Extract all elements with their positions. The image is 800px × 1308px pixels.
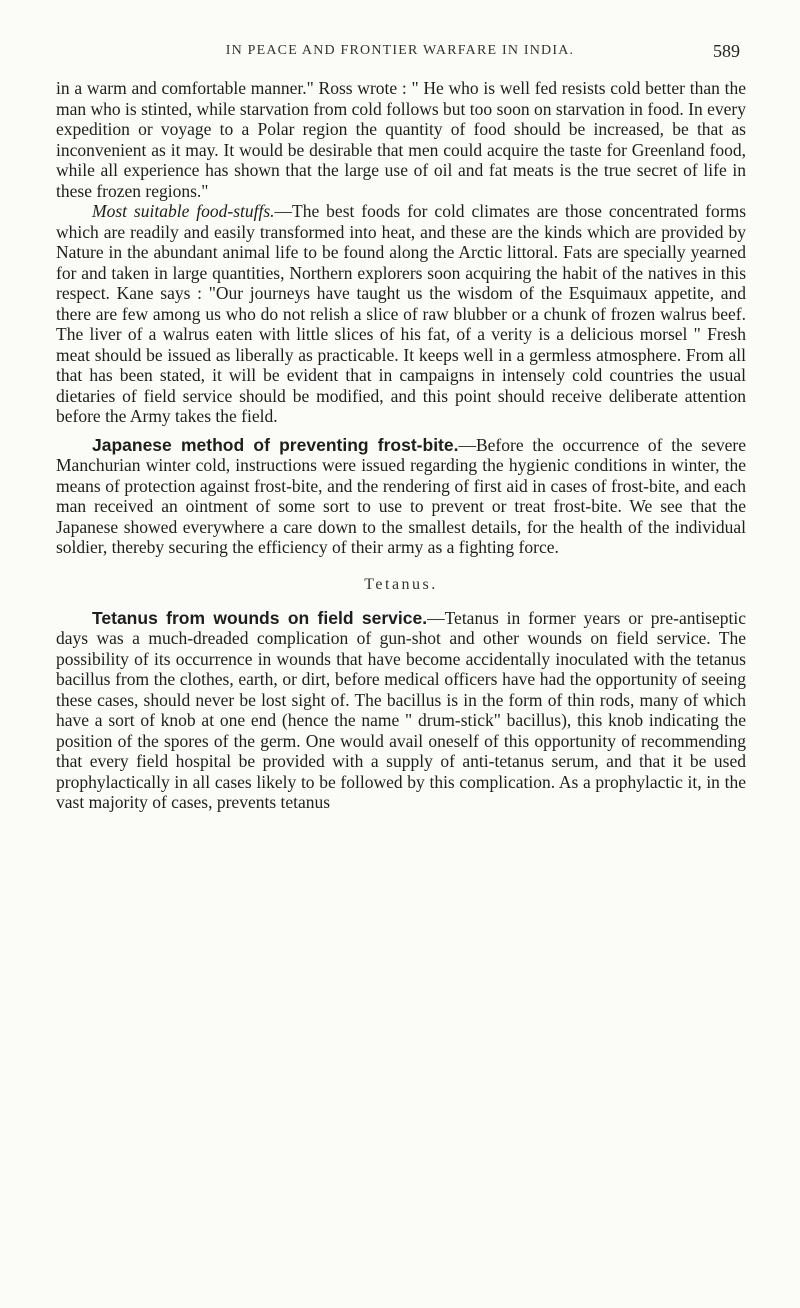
paragraph-tetanus-body: —Tetanus in former years or pre-antiseptic days was a much-dreaded complication of gun-shot and other wounds on field service. The possibility of its occurrence in wounds that have become accidentally inoculated with the tetanus bacillus from the clothes, earth, or dirt, before medical officers have had the opportunity of seeing these cases, should never be lost sight of. The bacillus is in the form of thin rods, many of which have a sort of knob at one end (hence the name " drum-stick" bacillus), this knob indicating the position of the spores of the germ. One would avail oneself of this opportunity of recommending that every field hospital be provided with a supply of anti-tetanus serum, and that it be used prophylactically in all cases likely to be followed by this complication. As a prophylactic it, in the vast majority of cases, prevents tetanus xyxy=(56,607,746,812)
run-in-heading-food-stuffs: Most suitable food-stuffs. xyxy=(92,201,275,221)
paragraph-food-stuffs-body: —The best foods for cold climates are those concentrated forms which are readily and easily transformed into heat, and these are the kinds which are provided by Nature in the abundant animal life to be found along the Arctic littoral. Fats are specially yearned for and taken in large quantities, Northern explorers soon acquiring the habit of the natives in this respect. Kane says : "Our journeys have taught us the wisdom of the Esquimaux appetite, and there are few among us who do not relish a slice of raw blubber or a chunk of frozen walrus beef. The liver of a walrus eaten with little slices of his fat, of a verity is a delicious morsel " Fresh meat should be issued as liberally as practicable. It keeps well in a germless atmosphere. From all that has been stated, it will be evident that in campaigns in intensely cold countries the usual dietaries of field service should be modified, and this point should receive deliberate attention before the Army takes the field. xyxy=(56,201,747,426)
paragraph-frost-bite xyxy=(56,435,746,558)
paragraph-food-stuffs xyxy=(56,201,746,427)
body-text xyxy=(56,78,746,813)
running-header xyxy=(60,43,740,65)
run-in-heading-frost-bite: Japanese method of preventing frost-bite. xyxy=(92,434,459,455)
running-title: IN PEACE AND FRONTIER WARFARE IN INDIA. xyxy=(225,43,575,58)
paragraph-frost-bite-body: —Before the occurrence of the severe Manchurian winter cold, instructions were issued regarding the hygienic conditions in winter, the means of protection against frost-bite, and the rendering of first aid in cases of frost-bite, and each man received an ointment of some sort to use to prevent or treat frost-bite. We see that the Japanese showed everywhere a care down to the smallest details, for the health of the individual soldier, thereby securing the efficiency of their army as a fighting force. xyxy=(56,434,746,557)
section-heading-tetanus: Tetanus. xyxy=(364,575,438,593)
page-number: 589 xyxy=(713,41,740,61)
paragraph-tetanus xyxy=(56,608,746,813)
paragraph-ross-quote: in a warm and comfortable manner." Ross wrote : " He who is well fed resists cold better than the man who is stinted, while starvation from cold follows but too soon on starvation in food. In every expedition or voyage to a Polar region the quantity of food should be increased, be that as inconvenient as it may. It would be desirable that men could acquire the taste for Greenland food, while all experience has shown that the large use of oil and fat meats is the true secret of life in these frozen regions." xyxy=(56,78,746,201)
run-in-heading-tetanus: Tetanus from wounds on field service. xyxy=(92,607,428,628)
